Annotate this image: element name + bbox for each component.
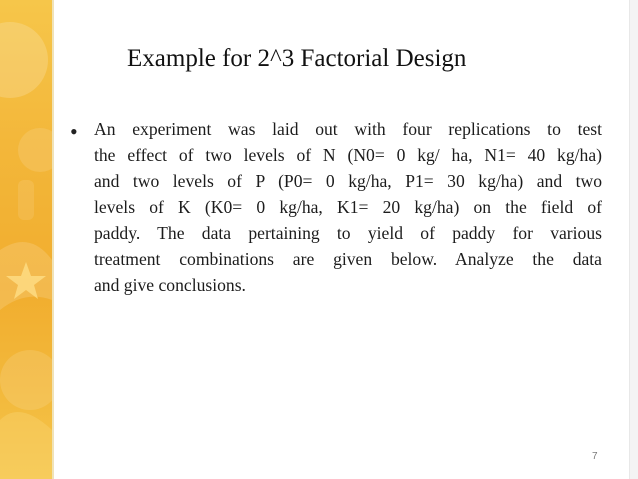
bullet-line: treatment combinations are given below. Analyze the data: [94, 249, 602, 269]
bullet-marker: •: [70, 119, 78, 144]
bullet-line: An experiment was laid out with four replications to test: [94, 119, 602, 139]
band-edge-divider: [52, 0, 54, 479]
bullet-line: levels of K (K0= 0 kg/ha, K1= 20 kg/ha) on the field of: [94, 197, 602, 217]
decorative-pattern-icon: [0, 0, 52, 479]
bullet-line: the effect of two levels of N (N0= 0 kg/ ha, N1= 40 kg/ha): [94, 145, 602, 165]
page-number: 7: [592, 451, 598, 462]
bullet-paragraph: [94, 116, 602, 298]
right-edge-strip: [629, 0, 638, 479]
bullet-line: and two levels of P (P0= 0 kg/ha, P1= 30 kg/ha) and two: [94, 171, 602, 191]
decorative-side-band: [0, 0, 52, 479]
slide-title: Example for 2^3 Factorial Design: [127, 45, 467, 72]
bullet-line: and give conclusions.: [94, 275, 246, 295]
bullet-line: paddy. The data pertaining to yield of paddy for various: [94, 223, 602, 243]
